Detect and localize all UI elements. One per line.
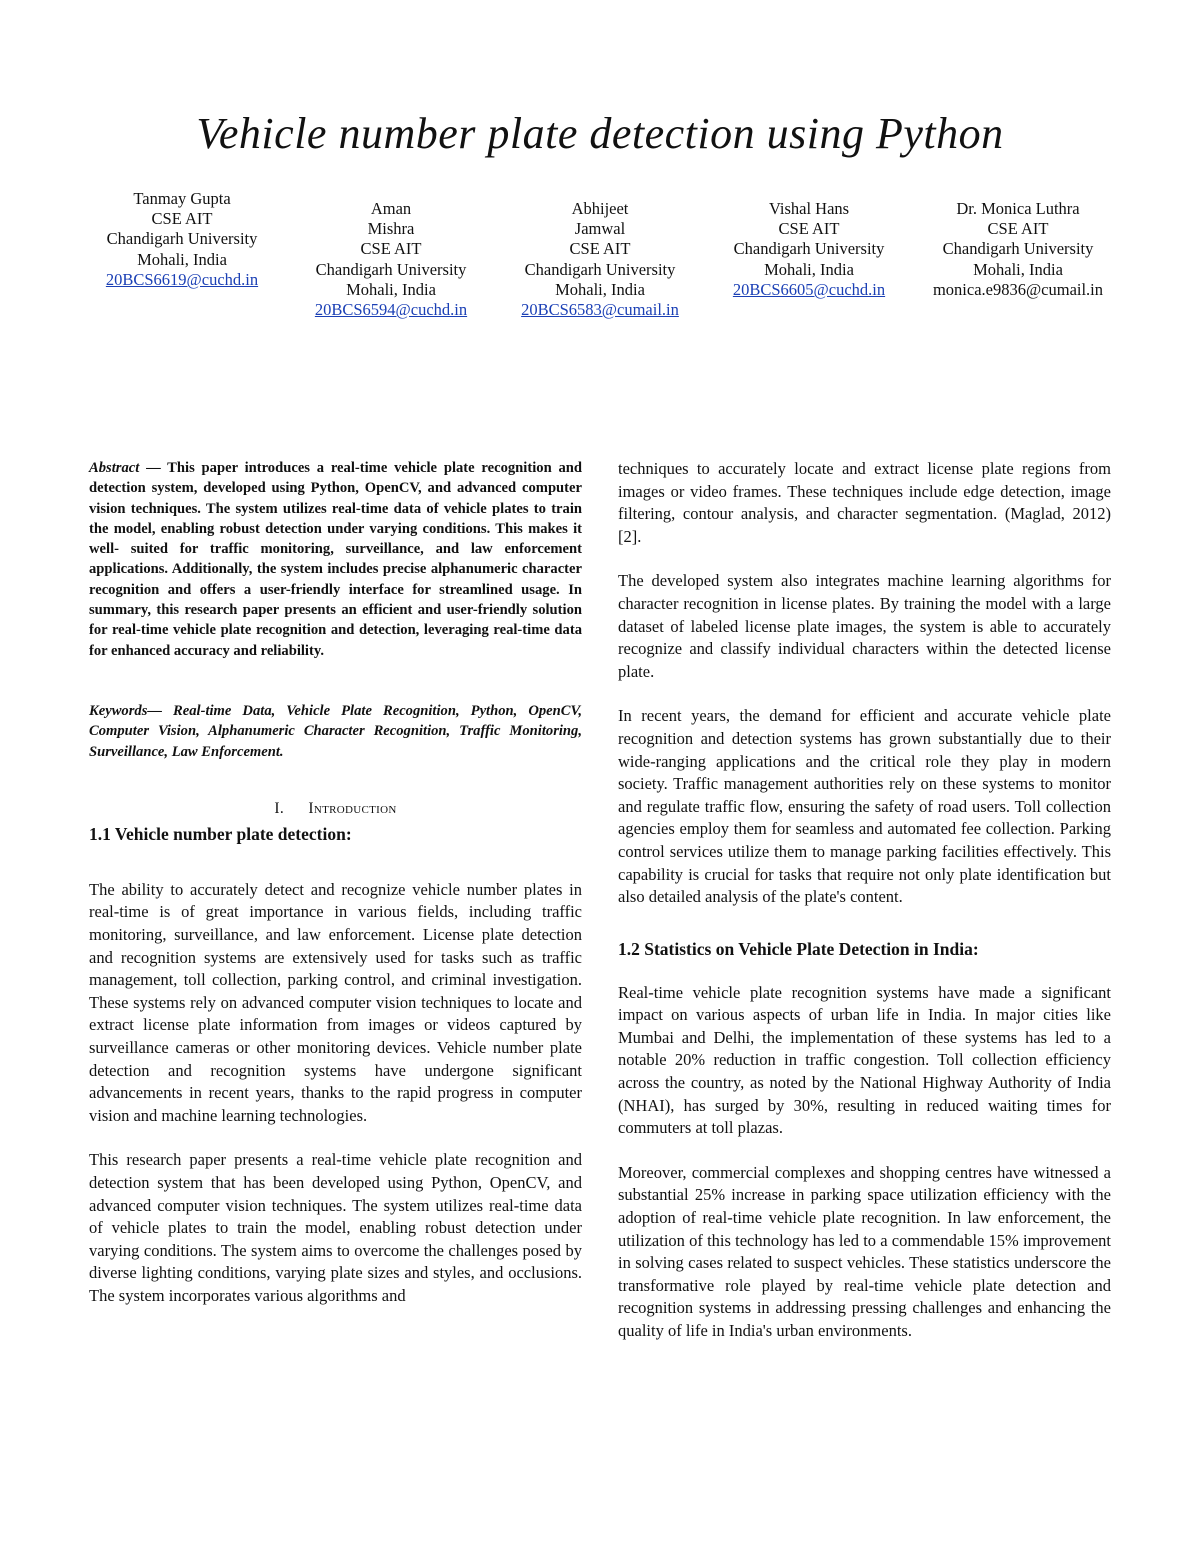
author-name-first: Abhijeet (571, 199, 629, 218)
keywords: Keywords— Real-time Data, Vehicle Plate Recognition, Python, OpenCV, Computer Vision, Alphanumeric Character Recognition, Traffic Monitoring, Surveillance, Law Enforcement. (89, 702, 582, 760)
author-block-2 (296, 199, 486, 320)
abstract-label: Abstract (89, 460, 140, 476)
abstract-text: — This paper introduces a real-time vehicle plate recognition and detection system, developed using Python, OpenCV, and advanced computer vision techniques. The system utilizes real-time data of vehicle plates to train the model, enabling robust detection under varying conditions. This makes it well- suited for traffic monitoring, surveillance, and law enforcement applications. Additionally, the system includes precise alphanumeric character recognition and offers a user-friendly interface for streamlined usage. In summary, this research paper presents an efficient and user-friendly solution for real-time vehicle plate recognition and detection, leveraging real-time data for enhanced accuracy and reliability. (89, 460, 582, 659)
author-name-last: Mishra (367, 219, 415, 239)
author-department: CSE AIT (360, 239, 422, 259)
author-name: Vishal Hans (768, 199, 850, 218)
left-column (89, 458, 582, 1308)
author-block-3 (505, 199, 695, 320)
section-title: Introduction (308, 799, 397, 817)
author-university: Chandigarh University (942, 239, 1094, 259)
paragraph-intro-3: techniques to accurately locate and extract license plate regions from images or video frames. These techniques include edge detection, image filtering, contour analysis, and character segmentation. (Maglad, 2012) [2]. (618, 459, 1111, 546)
paragraph-intro-5: In recent years, the demand for efficient and accurate vehicle plate recognition and detection systems has grown substantially due to their wide-ranging applications and the critical role they play in modern society. Traffic management authorities rely on these systems to monitor and regulate traffic flow, ensuring the safety of road users. Toll collection agencies employ them for seamless and automated fee collection. Parking control services utilize them to manage parking facilities effectively. This capability is crucial for tasks that require not only plate identification but also detailed analysis of the plate's content. (618, 706, 1111, 907)
author-block-4 (714, 199, 904, 300)
author-email-link[interactable]: 20BCS6619@cuchd.in (105, 269, 259, 289)
author-location: Mohali, India (973, 259, 1063, 279)
author-department: CSE AIT (569, 239, 631, 259)
author-email-link[interactable]: 20BCS6594@cuchd.in (314, 300, 468, 320)
abstract (89, 458, 582, 661)
author-location: Mohali, India (346, 279, 436, 299)
author-university: Chandigarh University (733, 239, 885, 259)
paragraph-statistics-1: Real-time vehicle plate recognition systems have made a significant impact on various aspects of urban life in India. In major cities like Mumbai and Delhi, the implementation of these systems has led to a notable 20% reduction in traffic congestion. Toll collection efficiency across the country, as noted by the National Highway Authority of India (NHAI), has surged by 30%, resulting in reduced waiting times for commuters at toll plazas. (618, 982, 1111, 1138)
paragraph-intro-4: The developed system also integrates machine learning algorithms for character recognition in license plates. By training the model with a large dataset of labeled license plate images, the system is able to accurately recognize and classify individual characters within the detected license plate. (618, 571, 1111, 681)
author-email: monica.e9836@cumail.in (932, 279, 1104, 299)
paragraph-statistics-2: Moreover, commercial complexes and shopping centres have witnessed a substantial 25% increase in parking space utilization efficiency with the adoption of real-time vehicle plate recognition. In law enforcement, the utilization of this technology has led to a commendable 15% improvement in solving cases related to suspect vehicles. These statistics underscore the transformative role played by real-time vehicle plate detection and recognition systems in addressing pressing challenges and enhancing the quality of life in India's urban environments. (618, 1162, 1111, 1340)
subsection-heading-1-2: 1.2 Statistics on Vehicle Plate Detection in India: (618, 938, 979, 959)
author-email-link[interactable]: 20BCS6605@cuchd.in (732, 279, 886, 299)
section-heading-introduction (89, 800, 582, 818)
author-university: Chandigarh University (524, 259, 676, 279)
author-department: CSE AIT (151, 209, 213, 229)
paper-title: Vehicle number plate detection using Python (196, 109, 1004, 158)
author-department: CSE AIT (987, 219, 1049, 239)
author-location: Mohali, India (137, 249, 227, 269)
subsection-heading-1-1: 1.1 Vehicle number plate detection: (89, 823, 352, 844)
author-department: CSE AIT (778, 219, 840, 239)
author-location: Mohali, India (764, 259, 854, 279)
author-block-5 (923, 199, 1113, 300)
paragraph-intro-2: This research paper presents a real-time vehicle plate recognition and detection system that has been developed using Python, OpenCV, and advanced computer vision techniques. The system utilizes real-time data of vehicle plates to train the model, enabling robust detection under varying conditions. The system aims to overcome the challenges posed by diverse lighting conditions, varying plate sizes and styles, and occlusions. The system incorporates various algorithms and (89, 1150, 582, 1305)
author-university: Chandigarh University (315, 259, 467, 279)
author-location: Mohali, India (555, 279, 645, 299)
author-university: Chandigarh University (106, 229, 258, 249)
author-name: Dr. Monica Luthra (956, 199, 1080, 218)
author-email-link[interactable]: 20BCS6583@cumail.in (521, 300, 679, 320)
author-block-1 (87, 189, 277, 290)
section-number: I. (274, 799, 285, 817)
paragraph-intro-1: The ability to accurately detect and recognize vehicle number plates in real-time is of great importance in various fields, including traffic monitoring, surveillance, and law enforcement. License plate detection and recognition systems are extensively used for tasks such as traffic management, toll collection, parking control, and criminal investigation. These systems rely on advanced computer vision techniques to locate and extract license plate information from images or videos captured by surveillance cameras or other monitoring devices. Vehicle number plate detection and recognition systems have undergone significant advancements in recent years, thanks to the rapid progress in computer vision and machine learning technologies. (89, 879, 582, 1125)
author-name-last: Jamwal (574, 219, 626, 239)
right-column (618, 458, 1111, 1343)
author-name: Tanmay Gupta (133, 189, 231, 208)
author-name-first: Aman (370, 199, 412, 218)
